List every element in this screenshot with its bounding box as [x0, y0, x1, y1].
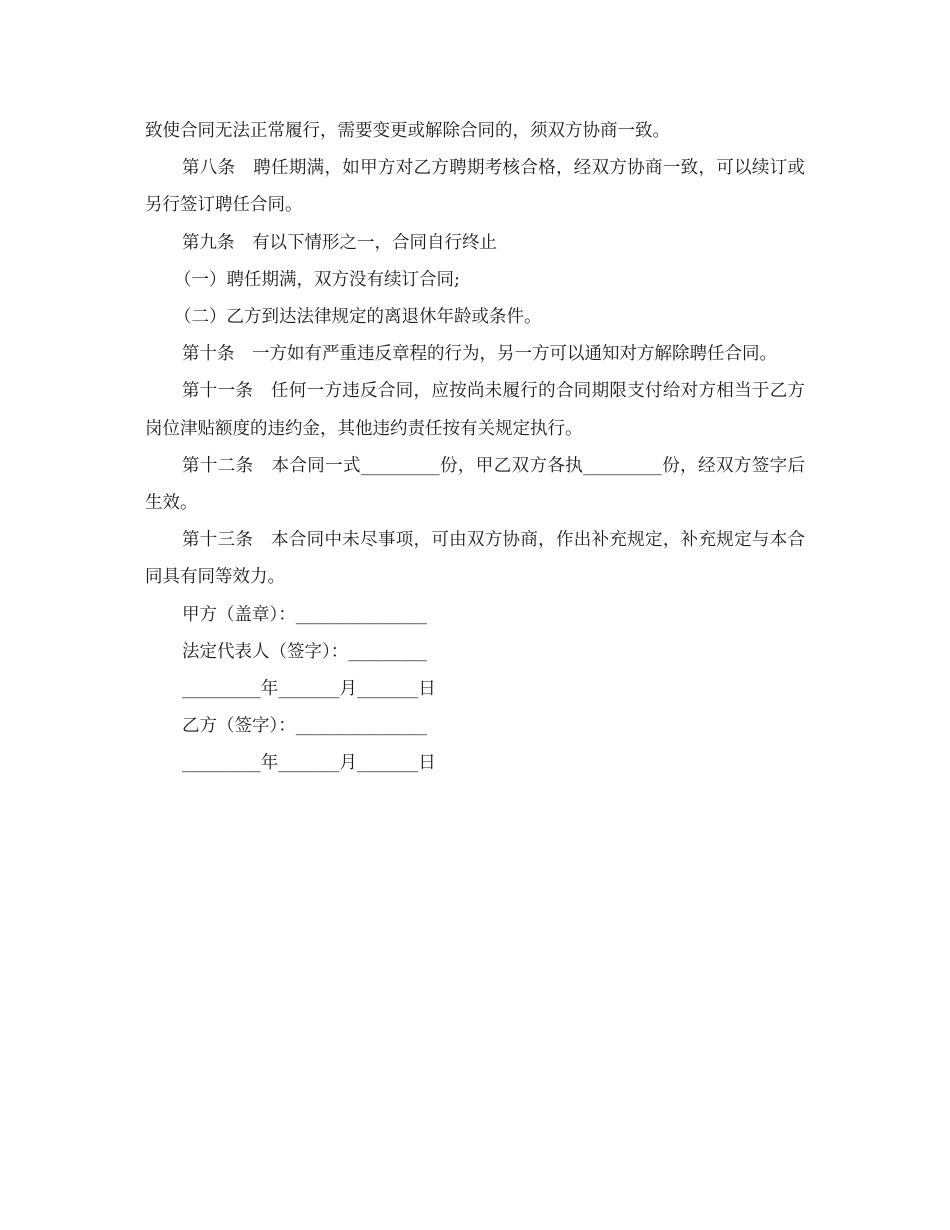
document-body [145, 113, 805, 783]
party-b-date-line: _________年_______月_______日 [182, 753, 436, 774]
article-8: 第八条 聘任期满，如甲方对乙方聘期考核合格，经双方协商一致，可以续订或另行签订聘任合同。 [145, 158, 805, 216]
article-10: 第十条 一方如有严重违反章程的行为，另一方可以通知对方解除聘任合同。 [182, 344, 777, 365]
article-9-item-2: （二）乙方到达法律规定的离退休年龄或条件。 [174, 307, 542, 328]
party-a-seal-line: 甲方（盖章）：_______________ [182, 604, 427, 625]
article-9: 第九条 有以下情形之一，合同自行终止 [182, 232, 497, 253]
paragraph-continuation: 致使合同无法正常履行，需要变更或解除合同的，须双方协商一致。 [145, 121, 670, 141]
article-9-item-1: （一）聘任期满，双方没有续订合同; [174, 269, 460, 290]
article-12: 第十二条 本合同一式_________份，甲乙双方各执_________份，经双方签字后生效。 [145, 455, 805, 514]
party-a-date-line: _________年_______月_______日 [182, 679, 436, 700]
article-13: 第十三条 本合同中未尽事项，可由双方协商，作出补充规定，补充规定与本合同具有同等效力。 [145, 530, 805, 588]
legal-representative-signature-line: 法定代表人（签字）：_________ [182, 641, 427, 662]
article-11: 第十一条 任何一方违反合同，应按尚未履行的合同期限支付给对方相当于乙方岗位津贴额度的违约金，其他违约责任按有关规定执行。 [145, 381, 805, 439]
party-b-signature-line: 乙方（签字）：_______________ [182, 716, 427, 737]
